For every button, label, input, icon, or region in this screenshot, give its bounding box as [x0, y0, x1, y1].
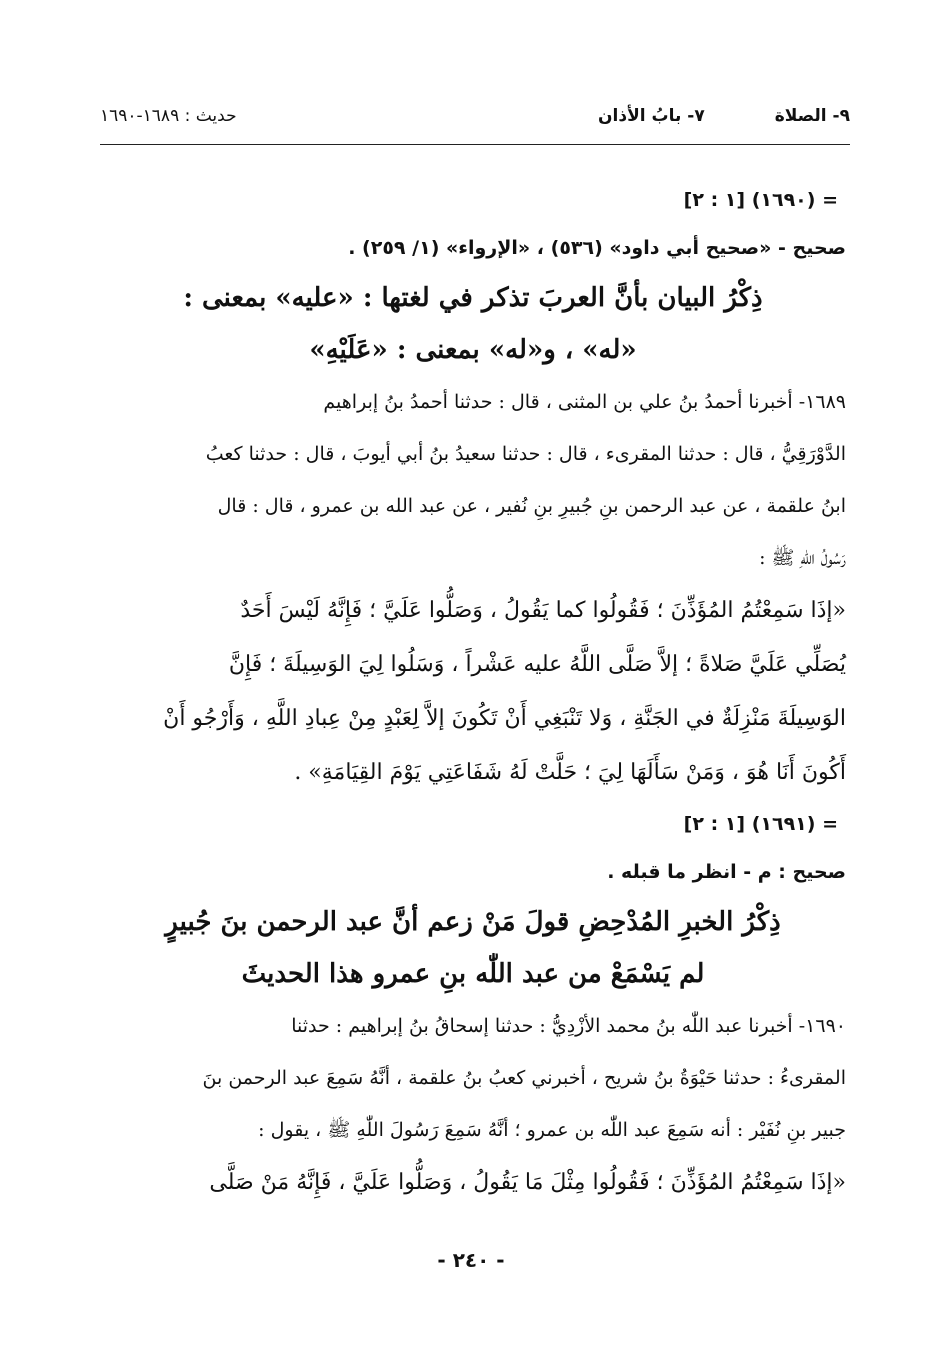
chapter-title: ٧- بابُ الأذان [598, 106, 705, 126]
book-title: ٩- الصلاة [774, 106, 850, 126]
header-divider [100, 144, 850, 145]
grading-2: صحيح : م - انظر ما قبله . [607, 861, 846, 883]
matn-line: أَكُونَ أَنَا هُوَ ، وَمَنْ سَأَلَهَا لِيَ ؛ حَلَّتْ لَهُ شَفَاعَتِي يَوْمَ القِيَامَةِ» . [294, 760, 846, 785]
isnad-line: ١٦٨٩- أخبرنا أحمدُ بنُ علي بن المثنى ، قال : حدثنا أحمدُ بنُ إبراهيم [323, 391, 846, 413]
isnad-line: رَسُولُ اللّٰهِ ﷺ : [759, 547, 846, 569]
page-number: - ٢٤٠ - [437, 1248, 505, 1272]
isnad-1690 [100, 1000, 846, 1156]
matn-line: «إذَا سَمِعْتُمُ المُؤَذِّنَ ؛ فَقُولُوا كما يَقُولُ ، وَصَلُّوا عَلَيَّ ؛ فَإِنَّهُ لَيْسَ أَحَدٌ [240, 598, 846, 623]
section-heading-1-line-2: «له» ، و«له» بمعنى : «عَلَيْهِ» [309, 335, 637, 365]
header-titles [598, 106, 850, 126]
hadith-range: حديث : ١٦٨٩-١٦٩٠ [100, 106, 237, 126]
isnad-line: ١٦٩٠- أخبرنا عبد اللّٰه بنُ محمد الأزْدِيُّ : حدثنا إسحاقُ بنُ إبراهيم : حدثنا [291, 1015, 846, 1037]
page-content [100, 176, 846, 1210]
matn-line: يُصَلِّي عَلَيَّ صَلاةً ؛ إلاَّ صَلَّى اللَّهُ عليه عَشْراً ، وَسَلُوا لِيَ الوَسِيلَةَ ؛ فَإِنَّ [228, 652, 846, 677]
isnad-1689 [100, 376, 846, 584]
page-header [100, 96, 850, 136]
section-heading-2-line-1: ذِكْرُ الخبرِ المُدْحِضِ قولَ مَنْ زعم أنَّ عبد الرحمن بنَ جُبيرٍ [165, 907, 781, 937]
section-heading-2-line-2: لم يَسْمَعْ من عبد اللّٰه بنِ عمرو هذا الحديثَ [241, 959, 705, 989]
matn-line: الوَسِيلَةَ مَنْزِلَةٌ في الجَنَّةِ ، وَلا تَنْبَغِي أَنْ تَكُونَ إلاَّ لِعَبْدٍ مِنْ عِبادِ اللَّهِ ، وَأَرْجُو أَنْ [163, 706, 846, 731]
grading-1: صحيح - «صحيح أبي داود» (٥٣٦) ، «الإرواء» (١/ ٢٥٩) . [348, 237, 846, 259]
cross-reference-1690: = (١٦٩٠) [١ : ٢] [683, 189, 838, 211]
isnad-line: ابنُ علقمة ، عن عبد الرحمن بنِ جُبيرِ بنِ نُفير ، عن عبد الله بن عمرو ، قال : قال [217, 495, 846, 517]
matn-1690: «إذَا سَمِعْتُمُ المُؤَذِّنَ ؛ فَقُولُوا مِثْلَ مَا يَقُولُ ، وَصَلُّوا عَلَيَّ ، فَإِنَّهُ مَنْ صَلَّى [209, 1170, 846, 1195]
matn-1689 [100, 584, 846, 800]
isnad-line: جبير بنِ نُفَيْر : أنه سَمِعَ عبد اللّٰه بن عمرو ؛ أنَّهُ سَمِعَ رَسُولَ اللّٰهِ ﷺ ، يقول : [258, 1119, 846, 1141]
isnad-line: المقرىءُ : حدثنا حَيْوَةُ بنُ شريح ، أخبرني كعبُ بنُ علقمة ، أنَّهُ سَمِعَ عبد الرحمن بنَ [202, 1067, 846, 1089]
isnad-line: الدَّوْرَقِيُّ ، قال : حدثنا المقرىء ، قال : حدثنا سعيدُ بنُ أبي أيوبَ ، قال : حدثنا كعبُ [205, 443, 846, 465]
section-heading-1-line-1: ذِكْرُ البيان بأنَّ العربَ تذكر في لغتها : «عليه» بمعنى : [183, 283, 763, 313]
cross-reference-1691: = (١٦٩١) [١ : ٢] [683, 813, 838, 835]
